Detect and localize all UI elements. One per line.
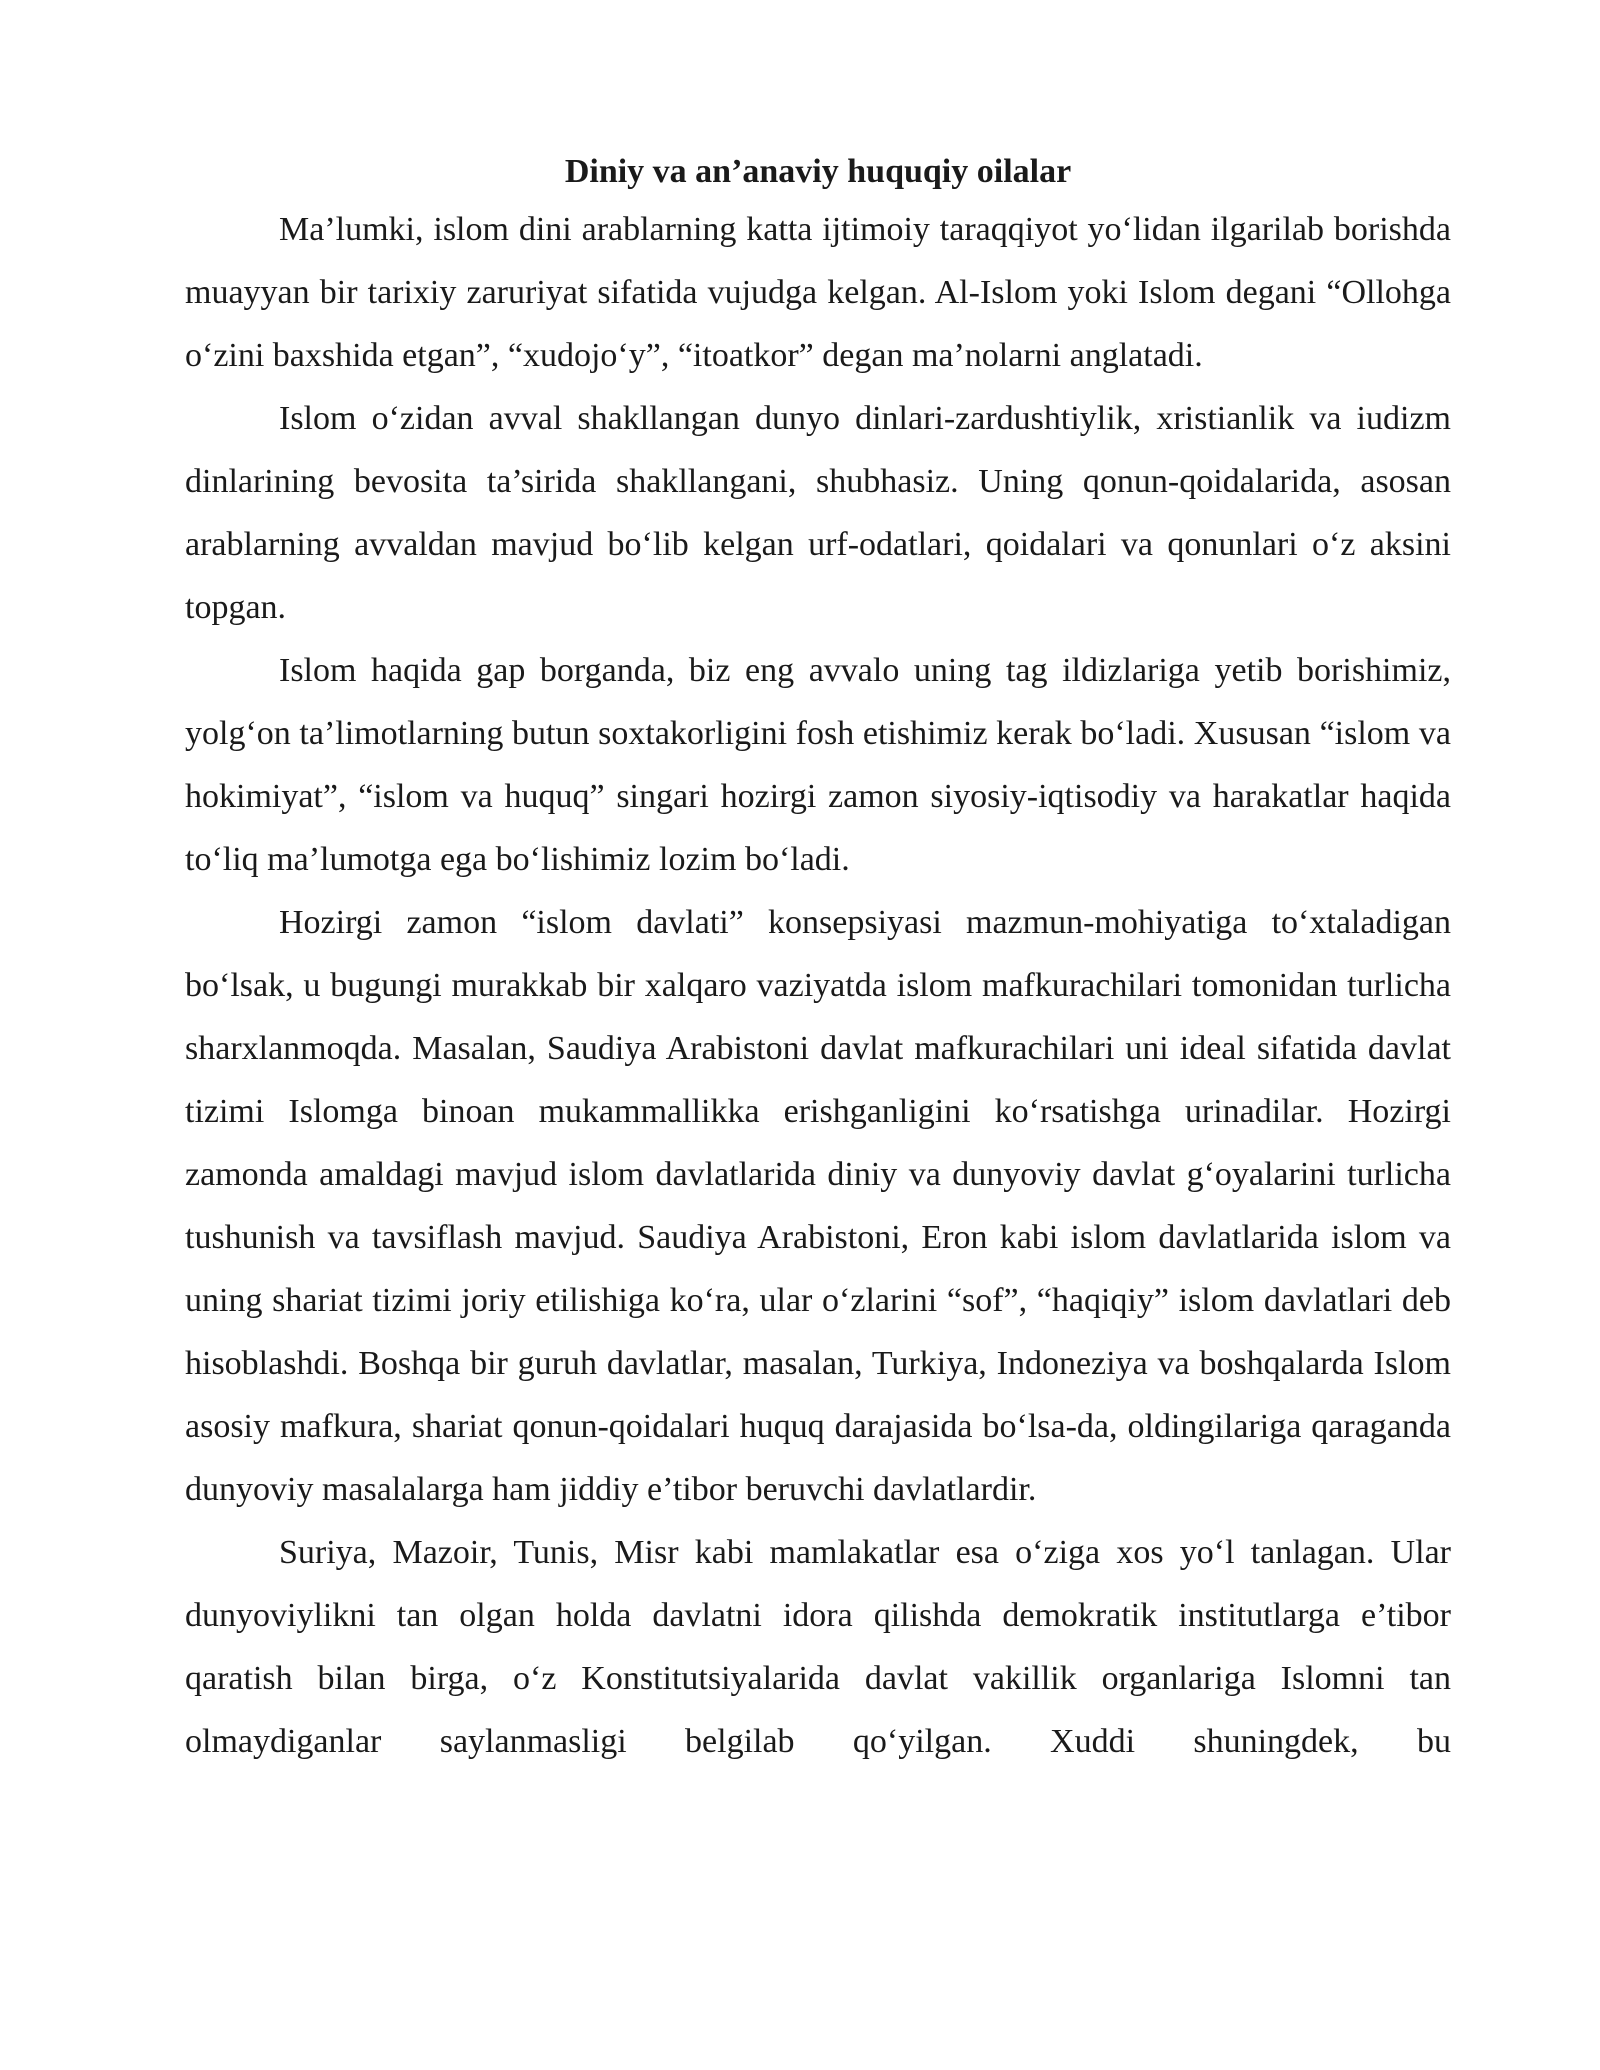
paragraph-4: Hozirgi zamon “islom davlati” konsepsiyasi mazmun-mohiyatiga to‘xtaladigan bo‘lsak, u bugungi murakkab bir xalqaro vaziyatda islom mafkurachilari tomonidan turlicha sharxlanmoqda. Masalan, Saudiya Arabistoni davlat mafkurachilari uni ideal sifatida davlat tizimi Islomga binoan mukammallikka erishganligini ko‘rsatishga urinadilar. Hozirgi zamonda amaldagi mavjud islom davlatlarida diniy va dunyoviy davlat g‘oyalarini turlicha tushunish va tavsiflash mavjud. Saudiya Arabistoni, Eron kabi islom davlatlarida islom va uning shariat tizimi joriy etilishiga ko‘ra, ular o‘zlarini “sof”, “haqiqiy” islom davlatlari deb hisoblashdi. Boshqa bir guruh davlatlar, masalan, Turkiya, Indoneziya va boshqalarda Islom asosiy mafkura, shariat qonun-qoidalari huquq darajasida bo‘lsa-da, oldingilariga qaraganda dunyoviy masalalarga ham jiddiy e’tibor beruvchi davlatlardir. (185, 904, 1451, 1508)
paragraph-2: Islom o‘zidan avval shakllangan dunyo dinlari-zardushtiylik, xristianlik va iudizm dinlarining bevosita ta’sirida shakllangani, shubhasiz. Uning qonun-qoidalarida, asosan arablarning avvaldan mavjud bo‘lib kelgan urf-odatlari, qoidalari va qonunlari o‘z aksini topgan. (185, 400, 1451, 626)
document-body (185, 146, 1451, 1773)
paragraph-1: Ma’lumki, islom dini arablarning katta ijtimoiy taraqqiyot yo‘lidan ilgarilab borishda muayyan bir tarixiy zaruriyat sifatida vujudga kelgan. Al-Islom yoki Islom degani “Ollohga o‘zini baxshida etgan”, “xudojo‘y”, “itoatkor” degan ma’nolarni anglatadi. (185, 211, 1451, 374)
paragraph-5: Suriya, Mazoir, Tunis, Misr kabi mamlakatlar esa o‘ziga xos yo‘l tanlagan. Ular dunyoviylikni tan olgan holda davlatni idora qilishda demokratik institutlarga e’tibor qaratish bilan birga, o‘z Konstitutsiyalarida davlat vakillik organlariga Islomni tan olmaydiganlar saylanmasligi belgilab qo‘yilgan. Xuddi shuningdek, bu (185, 1534, 1451, 1760)
paragraph-3: Islom haqida gap borganda, biz eng avvalo uning tag ildizlariga yetib borishimiz, yolg‘on ta’limotlarning butun soxtakorligini fosh etishimiz kerak bo‘ladi. Xususan “islom va hokimiyat”, “islom va huquq” singari hozirgi zamon siyosiy-iqtisodiy va harakatlar haqida to‘liq ma’lumotga ega bo‘lishimiz lozim bo‘ladi. (185, 652, 1451, 878)
document-title: Diniy va an’anaviy huquqiy oilalar (564, 153, 1072, 190)
